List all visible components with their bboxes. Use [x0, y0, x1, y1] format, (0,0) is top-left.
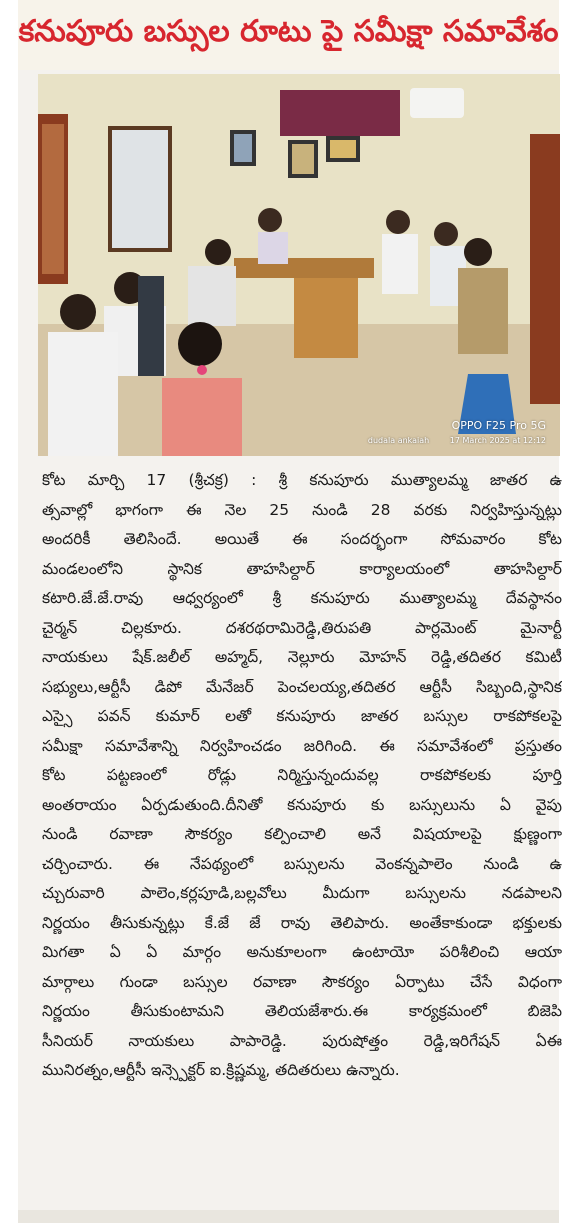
article-body — [42, 466, 562, 1086]
article-line: నిర్ణయం తీసుకుంటామని తెలియజేశారు.ఈ కార్యక్రమంలో బిజెపి — [42, 1002, 562, 1020]
article-line: అంతరాయం ఏర్పడుతుంది.దీనితో కనుపూరు కు బస్సులును ఏ వైపు — [42, 795, 562, 814]
article-line: నిర్ణయం తీసుకున్నట్లు కే.జే జే రావు తెలిపారు. అంతేకాకుండా భక్తులకు — [42, 913, 562, 932]
article-line: మండలంలోని స్థానిక తాహసిల్దార్ కార్యాలయంలో తాహసిల్దార్ — [42, 559, 562, 578]
article-line: మార్గాలు గుండా బస్సుల రవాణా సౌకర్యం ఏర్పాటు చేసే విధంగా — [42, 972, 562, 991]
article-line: చర్చించారు. ఈ నేపథ్యంలో బస్సులను వెంకన్నపాలెం నుండి ఉ — [42, 854, 562, 873]
article-line: సీనియర్ నాయకులు పాపారెడ్డి. పురుషోత్తం రెడ్డి,ఇరిగేషన్ ఏఈ — [42, 1031, 562, 1050]
meeting-room-illustration — [38, 74, 560, 456]
page-bottom-edge — [18, 1210, 559, 1223]
article-line: త్సవాల్లో భాగంగా ఈ నెల 25 నుండి 28 వరకు నిర్వహిస్తున్నట్లు — [42, 500, 562, 519]
article-line: మిగతా ఏ ఏ మార్గం అనుకూలంగా ఉంటాయో పరిశీలించి ఆయా — [42, 943, 562, 961]
photo-credit — [350, 436, 546, 445]
article-line: సభ్యులు,ఆర్టీసీ డిపో మేనేజర్ పెంచలయ్య,తదితర ఆర్టీసీ సిబ్బంది,స్థానిక — [42, 677, 562, 696]
article-line: కోట పట్టణంలో రోడ్లు నిర్మిస్తున్నందువల్ల రాకపోకలకు పూర్తి — [42, 766, 562, 784]
article-line: నాయకులు షేక్.జలీల్ అహ్మద్, నెల్లూరు మోహన్ రెడ్డి,తదితర కమిటీ — [42, 648, 562, 666]
article-line: సమీక్షా సమావేశాన్ని నిర్వహించడం జరిగింది. ఈ సమావేశంలో ప్రస్తుతం — [42, 736, 562, 755]
photographer-name: dudala ankaiah — [367, 436, 430, 445]
article-line: అందరికీ తెలిసిందే. అయితే ఈ సందర్భంగా సోమవారం కోట — [42, 530, 562, 548]
photo-timestamp: 17 March 2025 at 12:12 — [449, 436, 546, 445]
headline: కనుపూరు బస్సుల రూటు పై సమీక్షా సమావేశం — [18, 0, 559, 70]
article-line: మునిరత్నం,ఆర్టీసీ ఇన్స్పెక్టర్ ఐ.క్రిష్ణమ్మ, తదితరులు ఉన్నారు. — [42, 1061, 400, 1079]
article-line: చ్చురువారి పాలెం,కర్లపూడి,బల్లవోలు మీదుగా బస్సులను నడపాలని — [42, 884, 562, 902]
camera-watermark: OPPO F25 Pro 5G — [451, 419, 546, 432]
article-line: ఎస్సై పవన్ కుమార్ లతో కనుపూరు జాతర బస్సుల రాకపోకలపై — [42, 707, 562, 725]
newspaper-clipping — [18, 0, 562, 1223]
article-line: కోట మార్చి 17 (శ్రీచక్ర) : శ్రీ కనుపూరు ముత్యాలమ్మ జాతర ఉ — [42, 471, 562, 489]
article-line: చైర్మన్ చిల్లకూరు. దశరథరామిరెడ్డి,తిరుపతి పార్లమెంట్ మైనార్టీ — [42, 618, 562, 637]
article-line: కటారి.జే.జే.రావు ఆధ్వర్యంలో శ్రీ కనుపూరు ముత్యాలమ్మ దేవస్థానం — [42, 589, 562, 607]
article-line: నుండి రవాణా సౌకర్యం కల్పించాలి అనే విషయాలపై క్షుణ్ణంగా — [42, 825, 562, 843]
news-photo — [38, 74, 560, 456]
